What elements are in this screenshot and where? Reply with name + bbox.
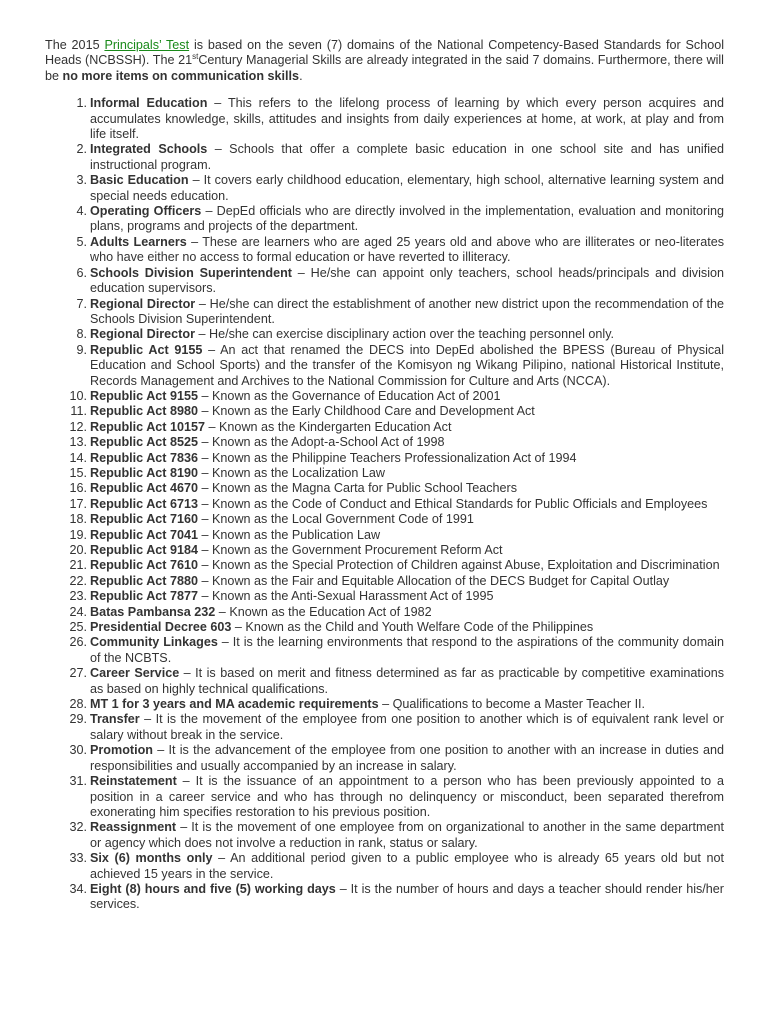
item-term: Republic Act 9184 — [90, 543, 199, 557]
item-term: MT 1 for 3 years and MA academic requirements — [90, 697, 379, 712]
item-number: 19. — [69, 527, 87, 542]
item-term: Batas Pambansa 232 — [90, 604, 216, 619]
list-item — [45, 605, 724, 620]
item-term: Regional Director — [90, 327, 195, 342]
intro-period: . — [299, 68, 303, 83]
list-item — [45, 882, 724, 913]
item-description: – Known as the Early Childhood Care and Development Act — [198, 404, 535, 419]
item-description: – This refers to the lifelong process of learning by which every person acquires and accumulates knowledge, skills, attitudes and insights from daily experiences at home, at work, at play and from life itself. — [90, 96, 724, 142]
list-item — [45, 589, 724, 604]
intro-text-1: The 2015 — [45, 38, 105, 52]
item-term: Integrated Schools — [90, 142, 208, 157]
item-term: Promotion — [90, 743, 153, 758]
item-number: 26. — [69, 635, 87, 650]
intro-paragraph — [45, 38, 724, 84]
definitions-list — [45, 96, 724, 913]
item-term: Eight (8) hours and five (5) working days — [90, 881, 336, 896]
item-description: – Known as the Kindergarten Education Act — [205, 419, 452, 434]
list-item — [45, 235, 724, 266]
list-item — [45, 666, 724, 697]
item-number: 11. — [70, 404, 87, 419]
item-description: – These are learners who are aged 25 years old and above who are illiterates or neo-literates who have either no access to formal education or have reverted to illiteracy. — [90, 234, 724, 265]
intro-text-2: is based on the seven (7) domains of the National Competency-Based Standards for School Heads (NCBSSH). The 21 — [45, 38, 724, 68]
item-description: – Qualifications to become a Master Teacher II. — [378, 697, 646, 712]
item-number: 6. — [76, 265, 87, 280]
item-description: – Known as the Magna Carta for Public School Teachers — [198, 481, 518, 496]
item-description: – Known as the Anti-Sexual Harassment Act of 1995 — [198, 589, 494, 604]
list-item — [45, 528, 724, 543]
item-description: – Known as the Governance of Education Act of 2001 — [198, 388, 501, 403]
item-term: Presidential Decree 603 — [90, 620, 232, 635]
list-item — [45, 712, 724, 743]
item-description: – Known as the Child and Youth Welfare Code of the Philippines — [231, 620, 594, 635]
item-number: 24. — [69, 604, 87, 619]
list-item — [45, 142, 724, 173]
list-item — [45, 543, 724, 558]
list-item — [45, 774, 724, 820]
item-number: 31. — [69, 774, 87, 789]
item-description: – It is based on merit and fitness determined as far as practicable by competitive examinations as based on highly technical qualifications. — [90, 666, 724, 696]
list-item — [45, 173, 724, 204]
list-item — [45, 743, 724, 774]
item-number: 29. — [69, 712, 87, 727]
item-term: Republic Act 8980 — [90, 404, 199, 419]
list-item — [45, 820, 724, 851]
item-number: 1. — [76, 96, 87, 111]
item-term: Schools Division Superintendent — [90, 265, 292, 280]
item-term: Republic Act 9155 — [90, 342, 203, 357]
item-description: – It is the movement of the employee from one position to another which is of equivalent rank level or salary without break in the service. — [90, 712, 724, 742]
item-description: – An additional period given to a public employee who is already 65 years old but not achieved 15 years in the service. — [90, 851, 725, 881]
item-number: 8. — [76, 327, 87, 342]
item-number: 5. — [76, 234, 87, 249]
item-description: – Known as the Government Procurement Reform Act — [198, 543, 503, 557]
item-number: 10. — [69, 388, 87, 403]
list-item — [45, 266, 724, 297]
list-item — [45, 297, 724, 328]
item-number: 28. — [69, 697, 87, 712]
item-term: Republic Act 7880 — [90, 573, 199, 588]
item-term: Reassignment — [90, 820, 177, 835]
list-item — [45, 420, 724, 435]
item-term: Career Service — [90, 666, 180, 681]
item-term: Republic Act 7877 — [90, 589, 199, 604]
item-number: 32. — [69, 820, 87, 835]
item-number: 34. — [69, 881, 87, 896]
list-item — [45, 497, 724, 512]
item-number: 33. — [69, 851, 87, 866]
item-description: – It is the number of hours and days a teacher should render his/her services. — [90, 881, 724, 912]
item-description: – It is the issuance of an appointment to a person who has been previously appointed to a position in a career service and who has through no delinquency or misconduct, been separated therefrom exonerating him specifies restoration to his previous position. — [90, 774, 724, 819]
list-item — [45, 512, 724, 527]
item-term: Community Linkages — [90, 635, 218, 650]
principals-test-link[interactable]: Principals’ Test — [104, 38, 190, 52]
item-description: – Known as the Publication Law — [198, 527, 381, 542]
item-term: Republic Act 7610 — [90, 558, 199, 573]
item-number: 27. — [69, 666, 87, 681]
list-item — [45, 204, 724, 235]
list-item — [45, 574, 724, 589]
item-number: 13. — [69, 435, 87, 450]
item-number: 18. — [69, 512, 87, 527]
item-description: – Known as the Philippine Teachers Professionalization Act of 1994 — [198, 450, 577, 465]
item-number: 16. — [69, 481, 87, 496]
item-number: 4. — [76, 204, 87, 219]
list-item — [45, 620, 724, 635]
list-item — [45, 389, 724, 404]
item-description: – It is the advancement of the employee from one position to another with an increase in duties and responsibilities and usually accompanied by an increase in salary. — [90, 743, 724, 773]
item-term: Transfer — [90, 712, 140, 727]
list-item — [45, 697, 724, 712]
intro-text-3: Century Managerial Skills are already integrated in the said 7 domains. Furthermore, there will be — [45, 53, 724, 83]
item-number: 17. — [69, 496, 87, 511]
item-number: 2. — [76, 142, 87, 157]
item-term: Republic Act 7160 — [90, 512, 199, 527]
list-item — [45, 851, 724, 882]
item-number: 3. — [76, 173, 87, 188]
item-number: 7. — [76, 296, 87, 311]
item-number: 30. — [69, 743, 87, 758]
item-description: – He/she can appoint only teachers, school heads/principals and division education supervisors. — [90, 265, 724, 296]
item-number: 12. — [69, 419, 87, 434]
item-term: Republic Act 8525 — [90, 435, 199, 450]
list-item — [45, 343, 724, 389]
item-description: – DepEd officials who are directly involved in the implementation, evaluation and monitoring plans, programs and projects of the department. — [90, 204, 724, 234]
item-description: – It covers early childhood education, elementary, high school, alternative learning system and special needs education. — [90, 173, 724, 203]
item-description: – Known as the Special Protection of Children against Abuse, Exploitation and Discrimination — [198, 558, 720, 573]
list-item — [45, 451, 724, 466]
list-item — [45, 635, 724, 666]
item-description: – Known as the Fair and Equitable Allocation of the DECS Budget for Capital Outlay — [198, 573, 670, 588]
item-number: 25. — [69, 620, 87, 635]
item-number: 21. — [69, 558, 87, 573]
item-term: Six (6) months only — [90, 851, 213, 866]
item-description: – Schools that offer a complete basic education in one school site and has unified instructional program. — [90, 142, 724, 172]
item-term: Regional Director — [90, 296, 196, 311]
item-description: – It is the learning environments that respond to the aspirations of the community domain of the NCBTS. — [90, 635, 724, 665]
item-description: – Known as the Code of Conduct and Ethical Standards for Public Officials and Employees — [198, 496, 708, 511]
list-item — [45, 481, 724, 496]
item-term: Republic Act 10157 — [90, 419, 206, 434]
item-term: Reinstatement — [90, 774, 177, 789]
item-description: – Known as the Education Act of 1982 — [215, 604, 432, 619]
item-description: – An act that renamed the DECS into DepEd abolished the BPESS (Bureau of Physical Education and School Sports) and the transfer of the Komisyon ng Wikang Pilipino, national Historical Institute, Records Management and Archives to the National Commission for Culture and Arts (NCCA). — [90, 342, 724, 388]
intro-superscript: st — [192, 52, 199, 62]
item-term: Adults Learners — [90, 234, 187, 249]
item-term: Republic Act 7041 — [90, 527, 199, 542]
item-number: 15. — [69, 465, 87, 480]
item-description: – It is the movement of one employee from on organizational to another in the same department or agency which does not involve a reduction in rank, status or salary. — [90, 820, 724, 850]
list-item — [45, 327, 724, 342]
item-description: – He/she can exercise disciplinary action over the teaching personnel only. — [194, 327, 615, 342]
intro-bold-note: no more items on communication skills — [62, 68, 300, 83]
item-description: – Known as the Adopt-a-School Act of 1998 — [198, 435, 445, 450]
item-number: 14. — [69, 450, 87, 465]
list-item — [45, 96, 724, 142]
list-item — [45, 558, 724, 573]
item-number: 23. — [69, 589, 87, 604]
list-item — [45, 466, 724, 481]
item-term: Operating Officers — [90, 204, 202, 219]
item-term: Republic Act 7836 — [90, 450, 199, 465]
item-term: Basic Education — [90, 173, 189, 188]
item-term: Republic Act 8190 — [90, 465, 199, 480]
item-term: Republic Act 4670 — [90, 481, 199, 496]
list-item — [45, 435, 724, 450]
item-number: 20. — [69, 543, 87, 557]
item-term: Informal Education — [90, 96, 208, 111]
item-term: Republic Act 6713 — [90, 496, 199, 511]
item-number: 22. — [69, 573, 87, 588]
item-description: – He/she can direct the establishment of another new district upon the recommendation of the Schools Division Superintendent. — [90, 296, 725, 326]
item-description: – Known as the Localization Law — [198, 465, 385, 480]
item-number: 9. — [76, 342, 87, 357]
list-item — [45, 404, 724, 419]
item-description: – Known as the Local Government Code of 1991 — [198, 512, 474, 527]
item-term: Republic Act 9155 — [90, 388, 199, 403]
